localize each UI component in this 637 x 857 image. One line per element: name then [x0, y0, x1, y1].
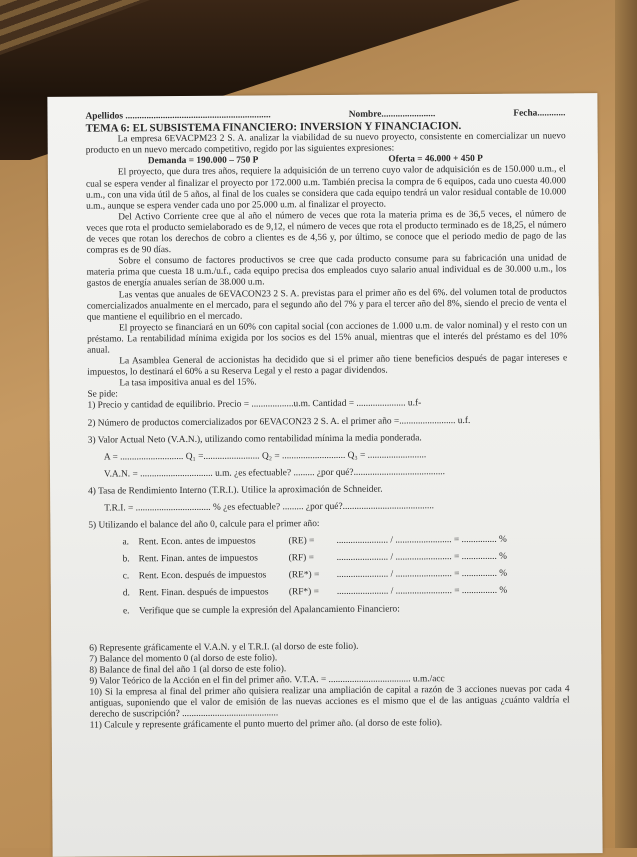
question-5e: e. Verifique que se cumple la expresión del Apalancamiento Financiero:: [122, 604, 400, 616]
paragraph-financing: El proyecto se financiará en un 60% con capital social (con acciones de 1.000 u.m. de valor nominal) y el resto con un préstamo. La rentabilidad mínima exigida por los socios es del 15% anual, mientras que el interés del préstamo es del 10% anual.: [87, 320, 568, 356]
nombre-field: Nombre.......................: [348, 109, 436, 120]
se-pide-label: Se pide:: [87, 389, 118, 401]
question-5b: b. Rent. Finan. antes de impuestos (RF) = ...................... / ........................ = ............... %: [122, 552, 508, 565]
paragraph-project: El proyecto, que dura tres años, requiere la adquisición de un terreno cuyo valor de adquisición es de 150.000 u.m., el cual se espera vender al finalizar el proyecto por 172.000 u.m. También precisa la compra de 6 equipos, cada uno cuesta 40.000 u.m., con una vida útil de 5 años, al final de los cuales se considera que cada equipo tendrá un valor residual contable de 10.000 u.m., aunque se espera vender cada uno por 25.000 u.m. al finalizar el proyecto.: [85, 164, 567, 212]
paragraph-production-factors: Sobre el consumo de factores productivos se cree que cada producto consume para su fabricación una unidad de materia prima que cuesta 18 u.m./u.f., cada equipo precisa dos empleados cuyo salario anual individual es de 30.000 u.m., los gastos de energía anuales serían de 38.000 u.m.: [86, 253, 567, 290]
demand-equation: Demanda = 190.000 – 750 P: [147, 155, 259, 167]
question-3-line-1: A = ........................... Q₁ =........................ Q₂ = ........................... Q₃ = .........................: [103, 450, 427, 463]
question-2: 2) Número de productos comercializados por 6EVACON23 2 S. A. el primer año =........................ u.f.: [87, 415, 471, 429]
question-4: 4) Tasa de Rendimiento Interno (T.R.I.). Utilice la aproximación de Schneider.: [88, 484, 383, 497]
question-10: 10) Si la empresa al final del primer año quisiera realizar una ampliación de capital a razón de 3 acciones nuevas por cada 4 antiguas, suponiendo que el valor de emisión de las nuevas acciones es el mismo que el de las antiguas ¿cuánto valdría el derecho de suscripción? .........................................: [89, 684, 570, 720]
exam-title: TEMA 6: EL SUBSISTEMA FINANCIERO: INVERSION Y FINANCIACION.: [85, 120, 462, 135]
fecha-field: Fecha............: [513, 108, 566, 119]
question-8: 8) Balance de final del año 1 (al dorso de este folio).: [89, 664, 287, 676]
question-5d: d. Rent. Finan. después de impuestos (RF*) = ...................... / ........................ = ............... %: [122, 586, 508, 599]
paragraph-current-assets: Del Activo Corriente cree que al año el número de veces que rota la materia prima es de 36,5 veces, el número de veces que rota el producto semielaborado es de 9,12, el número de veces que rota el producto terminado es de 18,25, el número de veces que rotan los derechos de cobro a clientes es de 4,56 y, por último, se conoce que el periodo medio de pago de las compras es de 90 días.: [86, 209, 567, 256]
exam-sheet: [47, 93, 602, 857]
supply-equation: Oferta = 46.000 + 450 P: [388, 154, 483, 165]
question-5c: c. Rent. Econ. después de impuestos (RE*) = ...................... / ........................ = ............... %: [122, 569, 508, 582]
paragraph-sales: Las ventas que anuales de 6EVACON23 2 S. A. previstas para el primer año es del 6%. del volumen total de productos comercializados anualmente en el mercado, para el segundo año del 7% y para el tercer año del 8%, siendo el precio de venta el que mantiene el equilibrio en el mercado.: [86, 286, 567, 323]
question-5a: a. Rent. Econ. antes de impuestos (RE) = ...................... / ........................ = ............... %: [122, 534, 507, 548]
apellidos-field: Apellidos ..............................................................: [85, 110, 271, 122]
question-7: 7) Balance del momento 0 (al dorso de este folio).: [89, 653, 278, 665]
paragraph-assembly: La Asamblea General de accionistas ha decidido que si el primer año tiene beneficios después de pagar intereses e impuestos, lo destinará el 60% a su Reserva Legal y el resto a pagar dividendos.: [87, 353, 568, 378]
question-3: 3) Valor Actual Neto (V.A.N.), utilizando como rentabilidad mínima la media ponderada.: [87, 432, 422, 446]
question-6: 6) Represente gráficamente el V.A.N. y el T.R.I. (al dorso de este folio).: [89, 641, 359, 654]
question-11: 11) Calcule y represente gráficamente el punto muerto del primer año. (al dorso de este folio).: [89, 718, 443, 731]
question-9: 9) Valor Teórico de la Acción en el fin del primer año. V.T.A. = ................................... u.m./acc: [89, 674, 445, 687]
question-5: 5) Utilizando el balance del año 0, calcule para el primer año:: [88, 519, 320, 531]
desk-edge: [615, 0, 637, 848]
exam-content: [85, 108, 569, 732]
intro-paragraph: La empresa 6EVACPM23 2 S. A. analizar la viabilidad de su nuevo proyecto, consistente en comercializar un nuevo producto en un nuevo mercado competitivo, regido por las siguientes expresiones:: [85, 131, 566, 156]
question-1: 1) Precio y cantidad de equilibrio. Precio = ..................u.m. Cantidad = ..................... u.f-: [87, 398, 422, 412]
question-3-line-2: V.A.N. = ............................... u.m. ¿es efectuable? ......... ¿por qué?.......................................: [103, 466, 446, 480]
paragraph-tax: La tasa impositiva anual es del 15%.: [119, 377, 257, 389]
question-4-line: T.R.I. = ................................ % ¿es efectuable? ......... ¿por qué?.......................................: [104, 501, 435, 514]
